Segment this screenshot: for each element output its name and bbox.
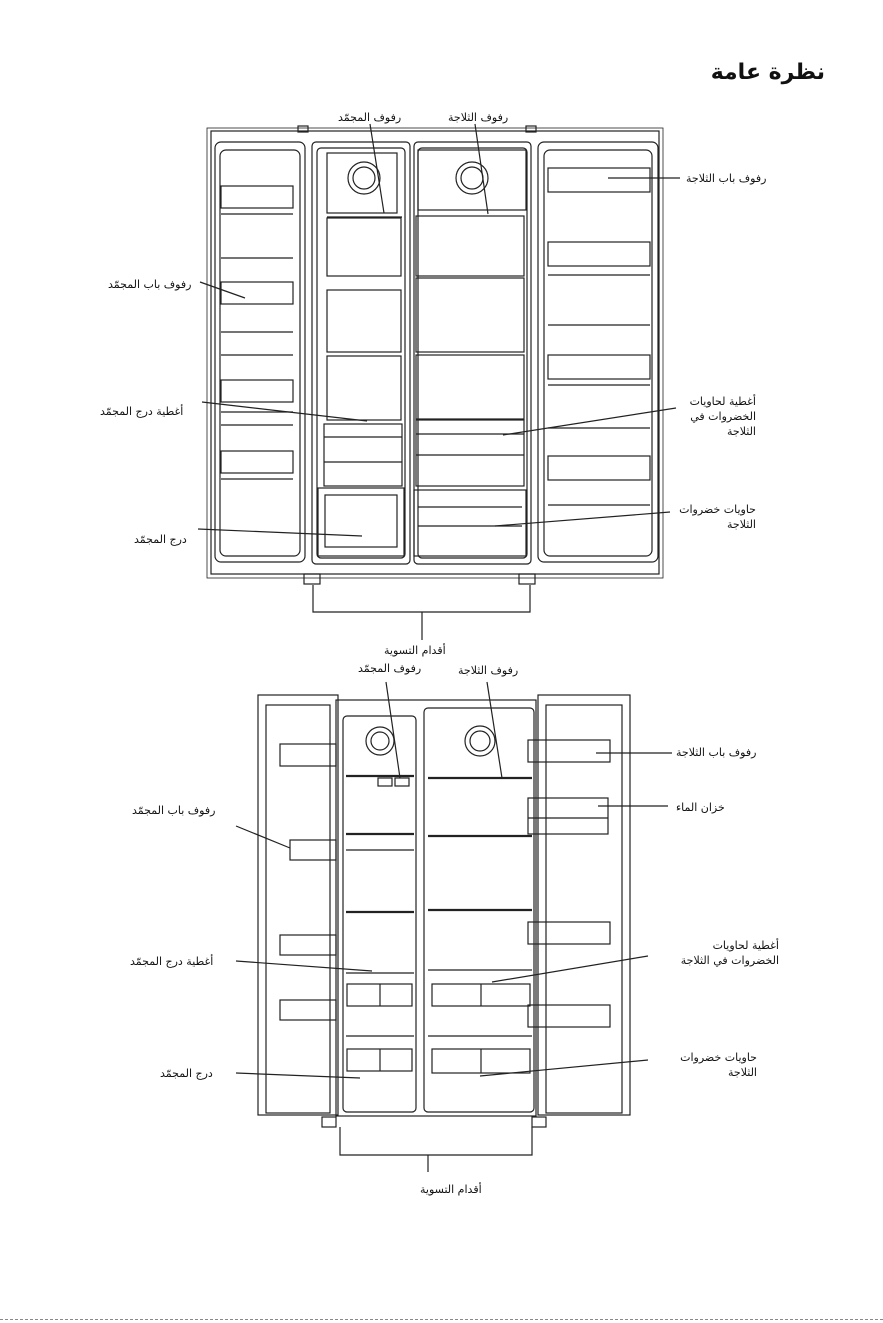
water-tank-label: خزان الماء — [676, 801, 725, 814]
freezer-drawer-label: درج المجمّد — [134, 533, 187, 546]
crisper-covers-label-2-line2: الخضروات في الثلاجة — [680, 954, 779, 967]
leveling-feet-label: أقدام التسوية — [384, 644, 446, 657]
freezer-door-shelves-label: رفوف باب المجمّد — [108, 278, 192, 291]
crisper-covers-label-line3: الثلاجة — [727, 425, 756, 438]
fridge-door-shelves-label: رفوف باب الثلاجة — [686, 172, 767, 185]
freezer-shelves-label: رفوف المجمّد — [338, 111, 402, 124]
freezer-drawer-covers-label: أغطية درج المجمّد — [100, 405, 184, 418]
freezer-door-shelves-label-2: رفوف باب المجمّد — [132, 804, 216, 817]
freezer-drawer-covers-label-2: أغطية درج المجمّد — [130, 955, 214, 968]
crisper-covers-label-line2: الخضروات في — [690, 410, 756, 423]
freezer-drawer-label-2: درج المجمّد — [160, 1067, 213, 1080]
leveling-feet-label-2: أقدام التسوية — [420, 1183, 482, 1196]
crisper-covers-label-2-line1: أغطية لحاويات — [712, 939, 779, 952]
crisper-bins-label-2-line1: حاويات خضروات — [680, 1051, 757, 1064]
crisper-bins-label-2-line2: الثلاجة — [728, 1066, 757, 1079]
freezer-shelves-label-2: رفوف المجمّد — [358, 662, 422, 675]
crisper-bins-label-line2: الثلاجة — [727, 518, 756, 531]
bottom-dashed-divider — [0, 1319, 883, 1320]
fridge-door-shelves-label-2: رفوف باب الثلاجة — [676, 746, 757, 759]
fridge-shelves-label-2: رفوف الثلاجة — [458, 664, 519, 677]
fridge-shelves-label: رفوف الثلاجة — [448, 111, 509, 124]
crisper-covers-label-line1: أغطية لحاويات — [689, 395, 756, 408]
crisper-bins-label-line1: حاويات خضروات — [679, 503, 756, 516]
page-title: نظرة عامة — [710, 60, 825, 85]
